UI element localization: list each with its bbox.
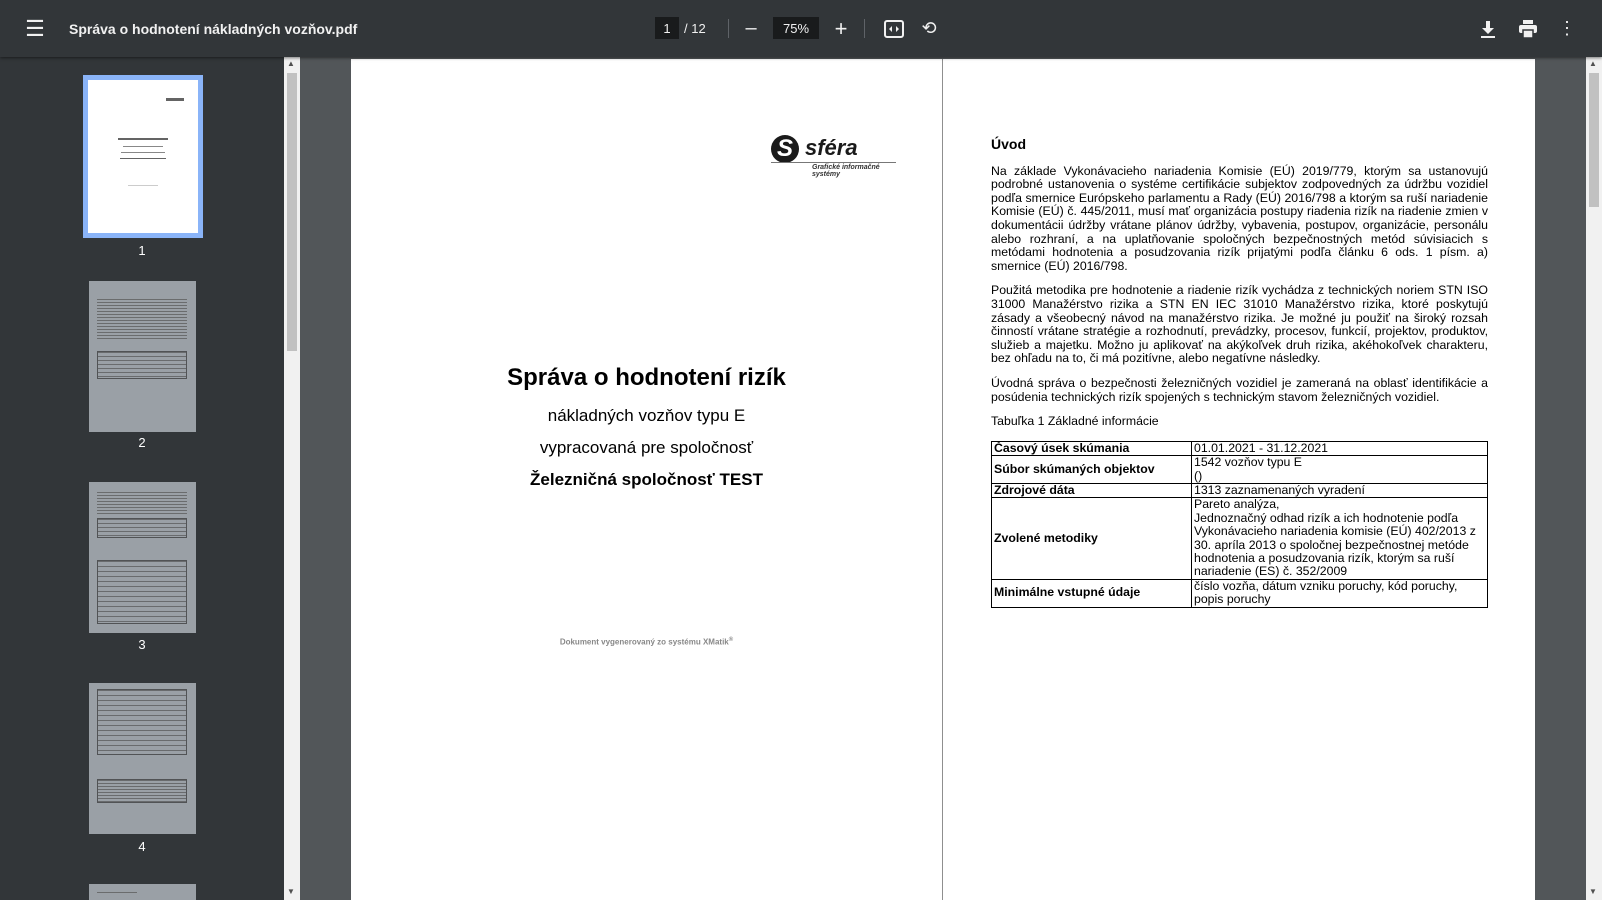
thumbnail-label: 2 bbox=[138, 435, 146, 450]
thumbnail-page-2[interactable] bbox=[89, 281, 196, 432]
fit-to-page-icon[interactable] bbox=[883, 0, 905, 57]
thumbnail-page-1[interactable] bbox=[83, 75, 203, 238]
thumbnail-page-3[interactable] bbox=[89, 482, 196, 633]
thumbnail-page-4[interactable] bbox=[89, 683, 196, 834]
table-row bbox=[992, 483, 1488, 497]
logo-mark: S bbox=[771, 135, 799, 163]
row-key: Súbor skúmaných objektov bbox=[992, 456, 1192, 484]
row-value: 1313 zaznamenaných vyradení bbox=[1192, 483, 1488, 497]
sidebar-scrollbar[interactable] bbox=[284, 57, 300, 900]
scroll-up-icon[interactable]: ▲ bbox=[287, 59, 295, 68]
scrollbar-thumb[interactable] bbox=[287, 73, 297, 351]
thumbnail-sidebar bbox=[0, 57, 284, 900]
row-key: Zvolené metodiky bbox=[992, 498, 1192, 579]
table-row bbox=[992, 579, 1488, 607]
scroll-down-icon[interactable]: ▼ bbox=[1589, 887, 1597, 896]
zoom-out-button[interactable]: – bbox=[745, 17, 757, 39]
report-subtitle: vypracovaná pre spoločnosť bbox=[539, 438, 754, 457]
thumbnail-page-5[interactable] bbox=[89, 884, 196, 900]
document-title: Správa o hodnotení nákladných vozňov.pdf bbox=[69, 20, 358, 37]
zoom-in-button[interactable]: + bbox=[834, 15, 848, 41]
paragraph: Úvodná správa o bezpečnosti železničných vozidiel je zameraná na oblasť identifikácie a posúdenia technických rizík spojených s technickým stavom železničných vozidiel. bbox=[991, 375, 1488, 404]
paragraph: Použitá metodika pre hodnotenie a riadenie rizík vychádza z technických noriem STN ISO 31000 Manažérstvo rizika a STN EN IEC 31010 Manažérstvo rizika, ktoré poskytujú zásady a všeobecný návod na manažérstvo rizika. Je možné ju použiť na široký rozsah činností vrátane stratégie a rozhodnutí, prevádzky, procesov, funkcií, projektov, produktov, služieb a majetku. Možno ju aplikovať na akýkoľvek druh rizika, akéhokoľvek charakteru, bez ohľadu na to, či má pozitívne, alebo negatívne následky. bbox=[991, 283, 1488, 366]
divider bbox=[728, 19, 729, 38]
logo-wordmark: sféra bbox=[805, 135, 858, 160]
company-name: Železničná spoločnosť TEST bbox=[530, 470, 763, 489]
row-key: Zdrojové dáta bbox=[992, 483, 1192, 497]
document-scrollbar[interactable] bbox=[1586, 57, 1602, 900]
page-number-input[interactable]: 1 bbox=[655, 17, 679, 39]
scroll-up-icon[interactable]: ▲ bbox=[1589, 59, 1597, 68]
basic-info-table bbox=[991, 441, 1488, 608]
pdf-page-1 bbox=[351, 59, 942, 900]
download-icon[interactable] bbox=[1477, 0, 1499, 57]
paragraph: Na základe Vykonávacieho nariadenia Komisie (EÚ) 2019/779, ktorým sa ustanovujú podrobné ustanovenia o systéme certifikácie subjektov zodpovedných za údržbu vozidiel podľa smernice Európskeho parlamentu a Rady (EÚ) 2016/798 a ktorým sa ruší nariadenie Komisie (EÚ) č. 445/2011, musí mať organizácia postupy riadenia rizík na riadenie zmien v dokumentácii údržby vrátane plánov údržby, vybavenia, postupov, organizácie, personálu alebo rozhraní, a na uplatňovanie spoločných bezpečnostných metód súvisiacich s metódami hodnotenia a posudzovania rizík prijatými podľa článku 6 ods. 1 písm. a) smernice (EÚ) 2016/798. bbox=[991, 163, 1488, 273]
row-key: Minimálne vstupné údaje bbox=[992, 579, 1192, 607]
row-key: Časový úsek skúmania bbox=[992, 441, 1192, 455]
divider bbox=[864, 19, 865, 38]
row-value: Pareto analýza, Jednoznačný odhad rizík a ich hodnotenie podľa Vykonávacieho nariadenia komisie (EÚ) 402/2013 z 30. apríla 2013 o spoločnej bezpečnostnej metóde hodnotenia a posudzovania rizík, ktorým sa ruší nariadenie (ES) č. 352/2009 bbox=[1192, 498, 1488, 579]
hamburger-icon[interactable]: ☰ bbox=[25, 15, 45, 41]
total-pages: / 12 bbox=[684, 21, 706, 36]
scroll-down-icon[interactable]: ▼ bbox=[287, 887, 295, 896]
print-icon[interactable] bbox=[1517, 0, 1539, 57]
scrollbar-thumb[interactable] bbox=[1589, 73, 1599, 207]
report-subtitle: nákladných vozňov typu E bbox=[547, 406, 746, 425]
row-value: 01.01.2021 - 31.12.2021 bbox=[1192, 441, 1488, 455]
table-row bbox=[992, 441, 1488, 455]
more-vertical-icon[interactable]: ⋮ bbox=[1558, 18, 1576, 38]
thumbnail-label: 4 bbox=[138, 839, 146, 854]
row-value: 1542 vozňov typu E () bbox=[1192, 456, 1488, 484]
table-caption: Tabuľka 1 Základné informácie bbox=[991, 414, 1159, 429]
table-row bbox=[992, 498, 1488, 579]
table-row bbox=[992, 456, 1488, 484]
thumbnail-label: 3 bbox=[138, 637, 146, 652]
row-value: číslo vozňa, dátum vzniku poruchy, kód poruchy, popis poruchy bbox=[1192, 579, 1488, 607]
rotate-icon[interactable]: ⟲ bbox=[921, 18, 937, 38]
section-heading: Úvod bbox=[991, 136, 1026, 152]
zoom-input[interactable]: 75% bbox=[773, 17, 819, 39]
generated-footer: Dokument vygenerovaný zo systému XMatik® bbox=[559, 637, 734, 647]
toolbar bbox=[0, 0, 1602, 57]
pdf-page-2 bbox=[943, 59, 1535, 900]
thumbnail-label: 1 bbox=[138, 243, 146, 258]
report-title: Správa o hodnotení rizík bbox=[507, 364, 786, 391]
logo-subtitle: Grafické informačné systémy bbox=[812, 164, 880, 178]
